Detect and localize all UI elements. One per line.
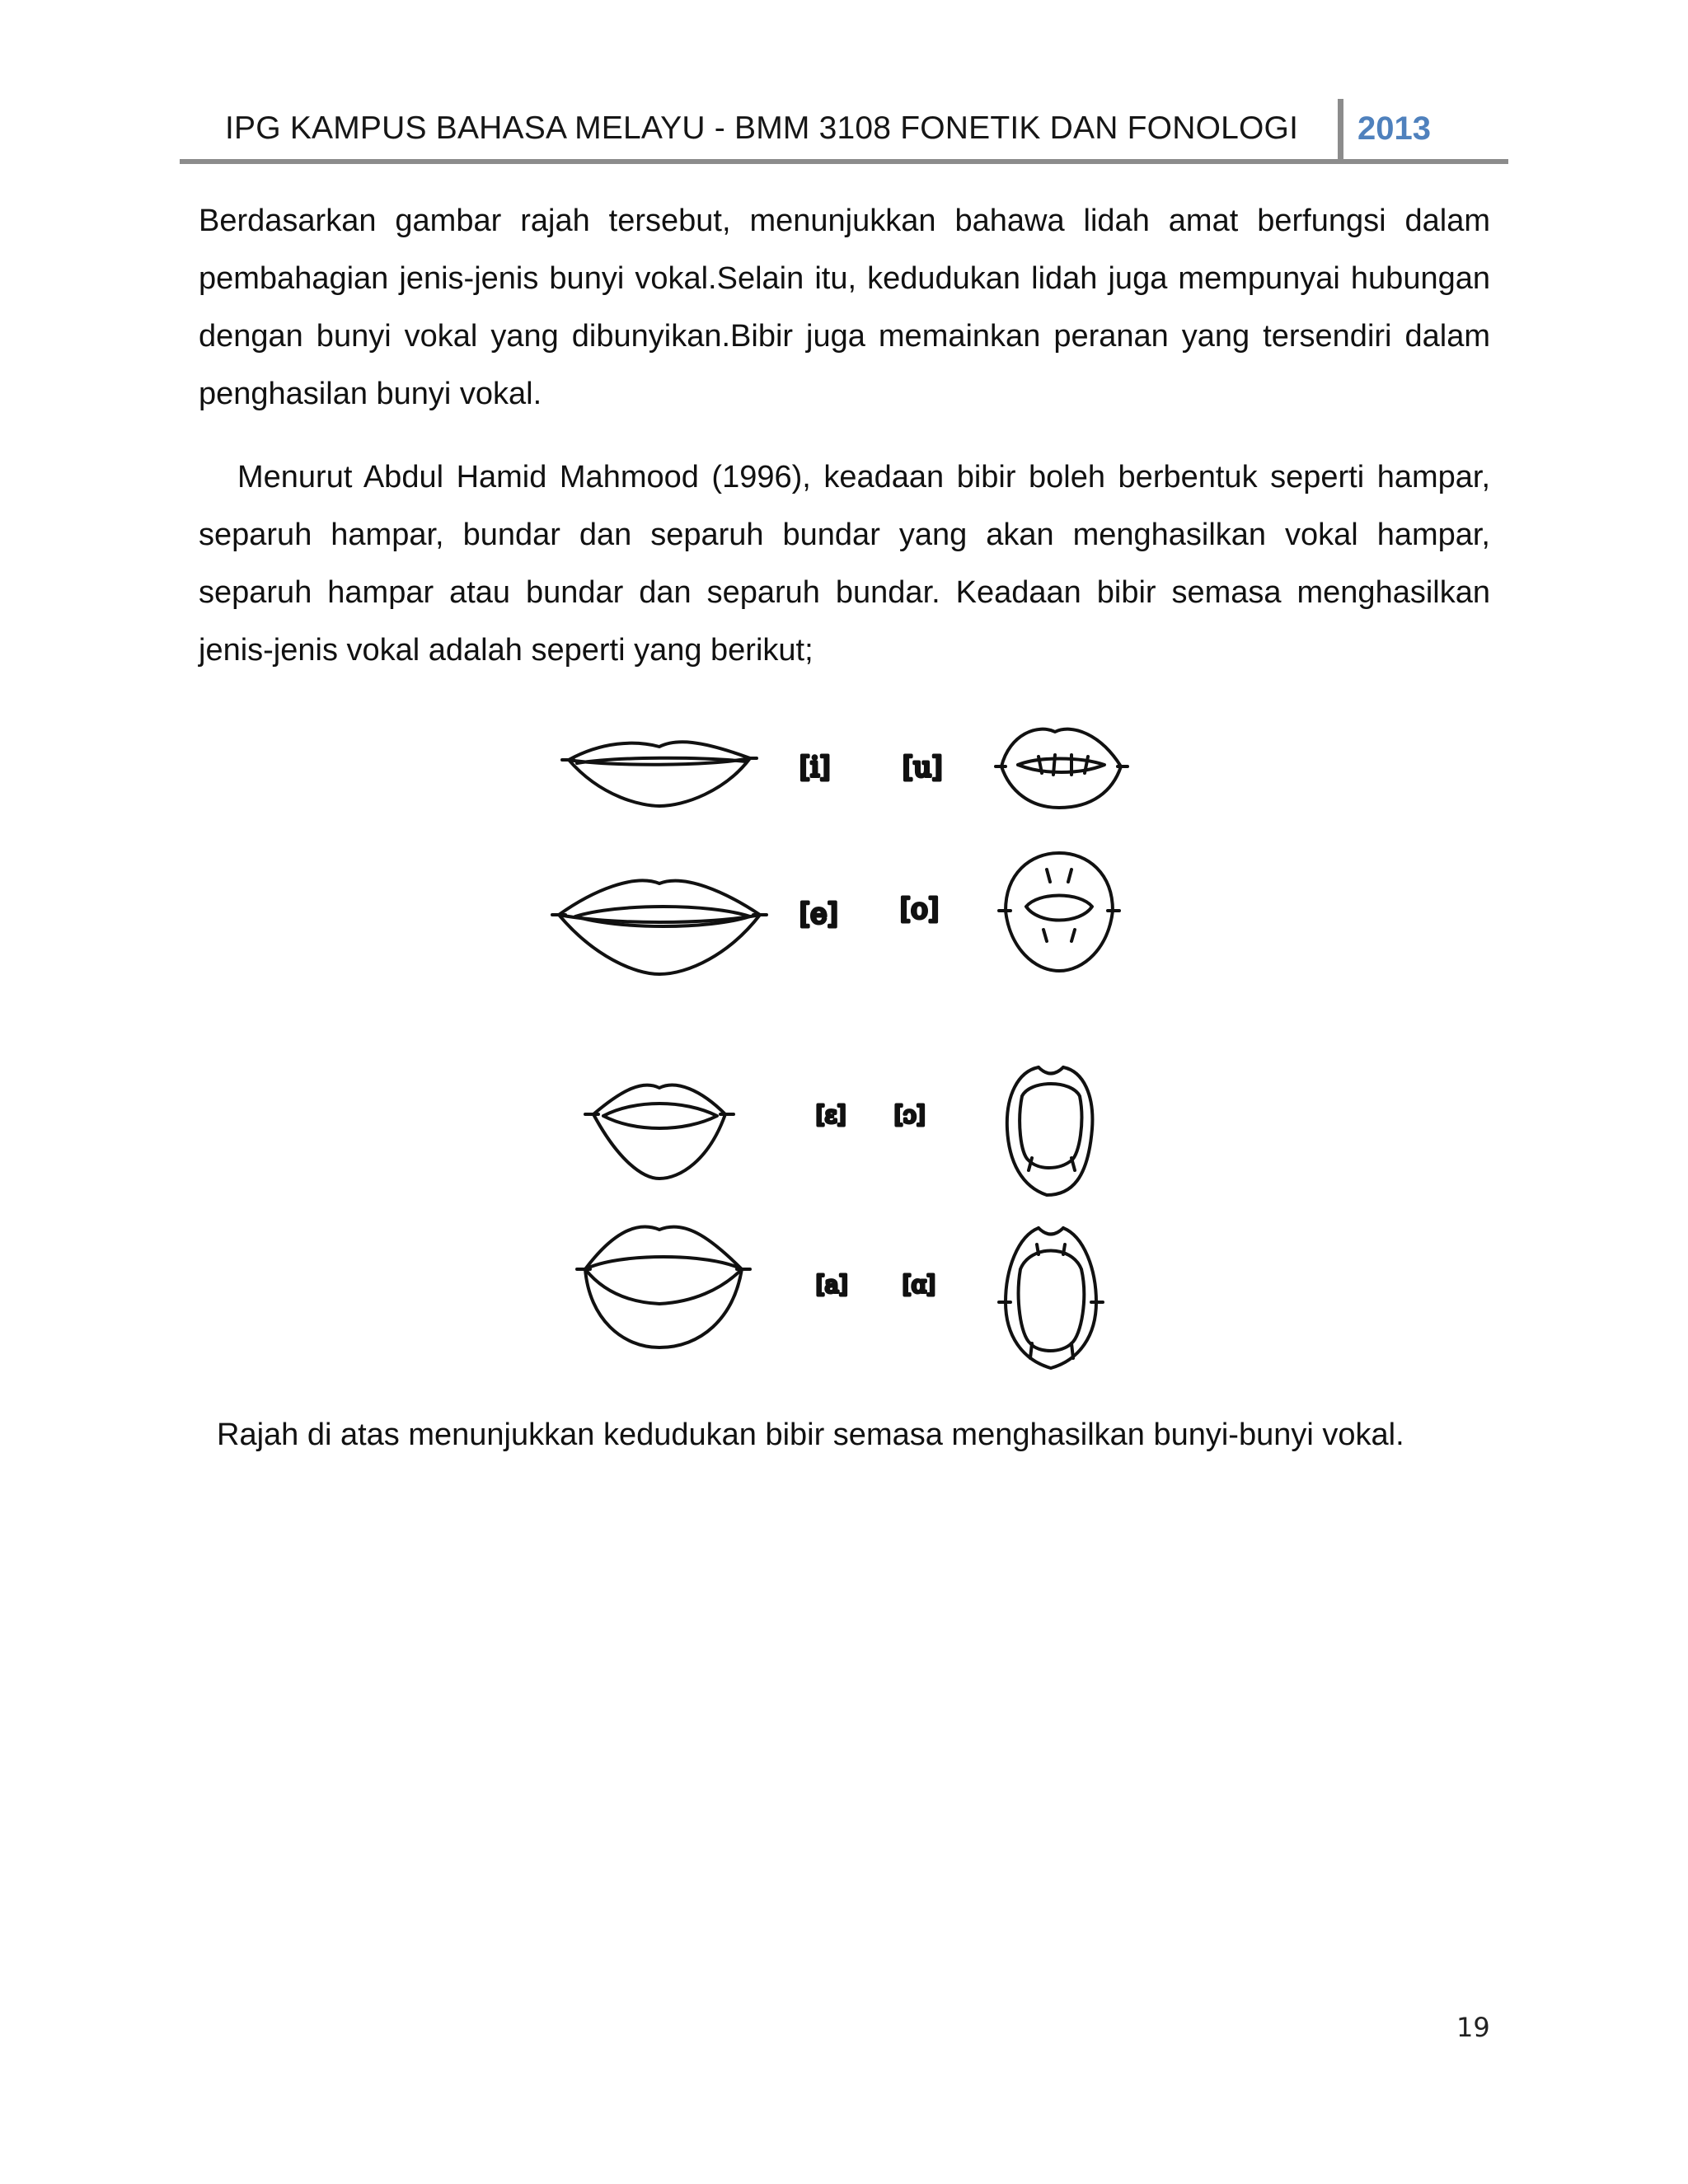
label-o: [o]: [900, 893, 939, 926]
rounded-lips-script-a: [999, 1228, 1103, 1368]
spread-lips-a: [577, 1227, 750, 1347]
header-year: 2013: [1357, 110, 1431, 147]
header-rule: [180, 159, 1508, 164]
label-a: [a]: [816, 1271, 848, 1298]
spread-lips-i: [562, 742, 757, 806]
lip-position-figure: [544, 709, 1137, 1385]
label-epsilon: [ε]: [816, 1101, 846, 1128]
spread-lips-epsilon: [585, 1085, 734, 1179]
paragraph-1: Berdasarkan gambar rajah tersebut, menunjukkan bahawa lidah amat berfungsi dalam pembahagian jenis-jenis bunyi vokal.Selain itu, kedudukan lidah juga mempunyai hubungan dengan bunyi vokal yang dibunyikan.Bibir juga memainkan peranan yang tersendiri dalam penghasilan bunyi vokal.: [199, 204, 1490, 411]
header-separator: [1338, 99, 1343, 163]
paragraph-2: Menurut Abdul Hamid Mahmood (1996), keadaan bibir boleh berbentuk seperti hampar, separuh hampar, bundar dan separuh bundar yang akan menghasilkan vokal hampar, separuh hampar atau bundar dan separuh bundar. Keadaan bibir semasa menghasilkan jenis-jenis vokal adalah seperti yang berikut;: [199, 460, 1490, 668]
label-i: [i]: [799, 751, 831, 784]
label-open-o: [ɔ]: [894, 1101, 926, 1128]
spread-lips-e: [552, 880, 767, 974]
label-script-a: [ɑ]: [903, 1271, 935, 1298]
page-number: 19: [1456, 2012, 1490, 2043]
label-e: [e]: [799, 898, 838, 930]
rounded-lips-open-o: [1007, 1067, 1093, 1195]
rounded-lips-u: [996, 729, 1128, 808]
header-title: IPG KAMPUS BAHASA MELAYU - BMM 3108 FONETIK DAN FONOLOGI: [225, 110, 1299, 146]
figure-caption: Rajah di atas menunjukkan kedudukan bibir semasa menghasilkan bunyi-bunyi vokal.: [217, 1418, 1404, 1452]
rounded-lips-o: [999, 853, 1119, 971]
page-header: [180, 97, 1508, 165]
label-u: [u]: [903, 751, 943, 784]
